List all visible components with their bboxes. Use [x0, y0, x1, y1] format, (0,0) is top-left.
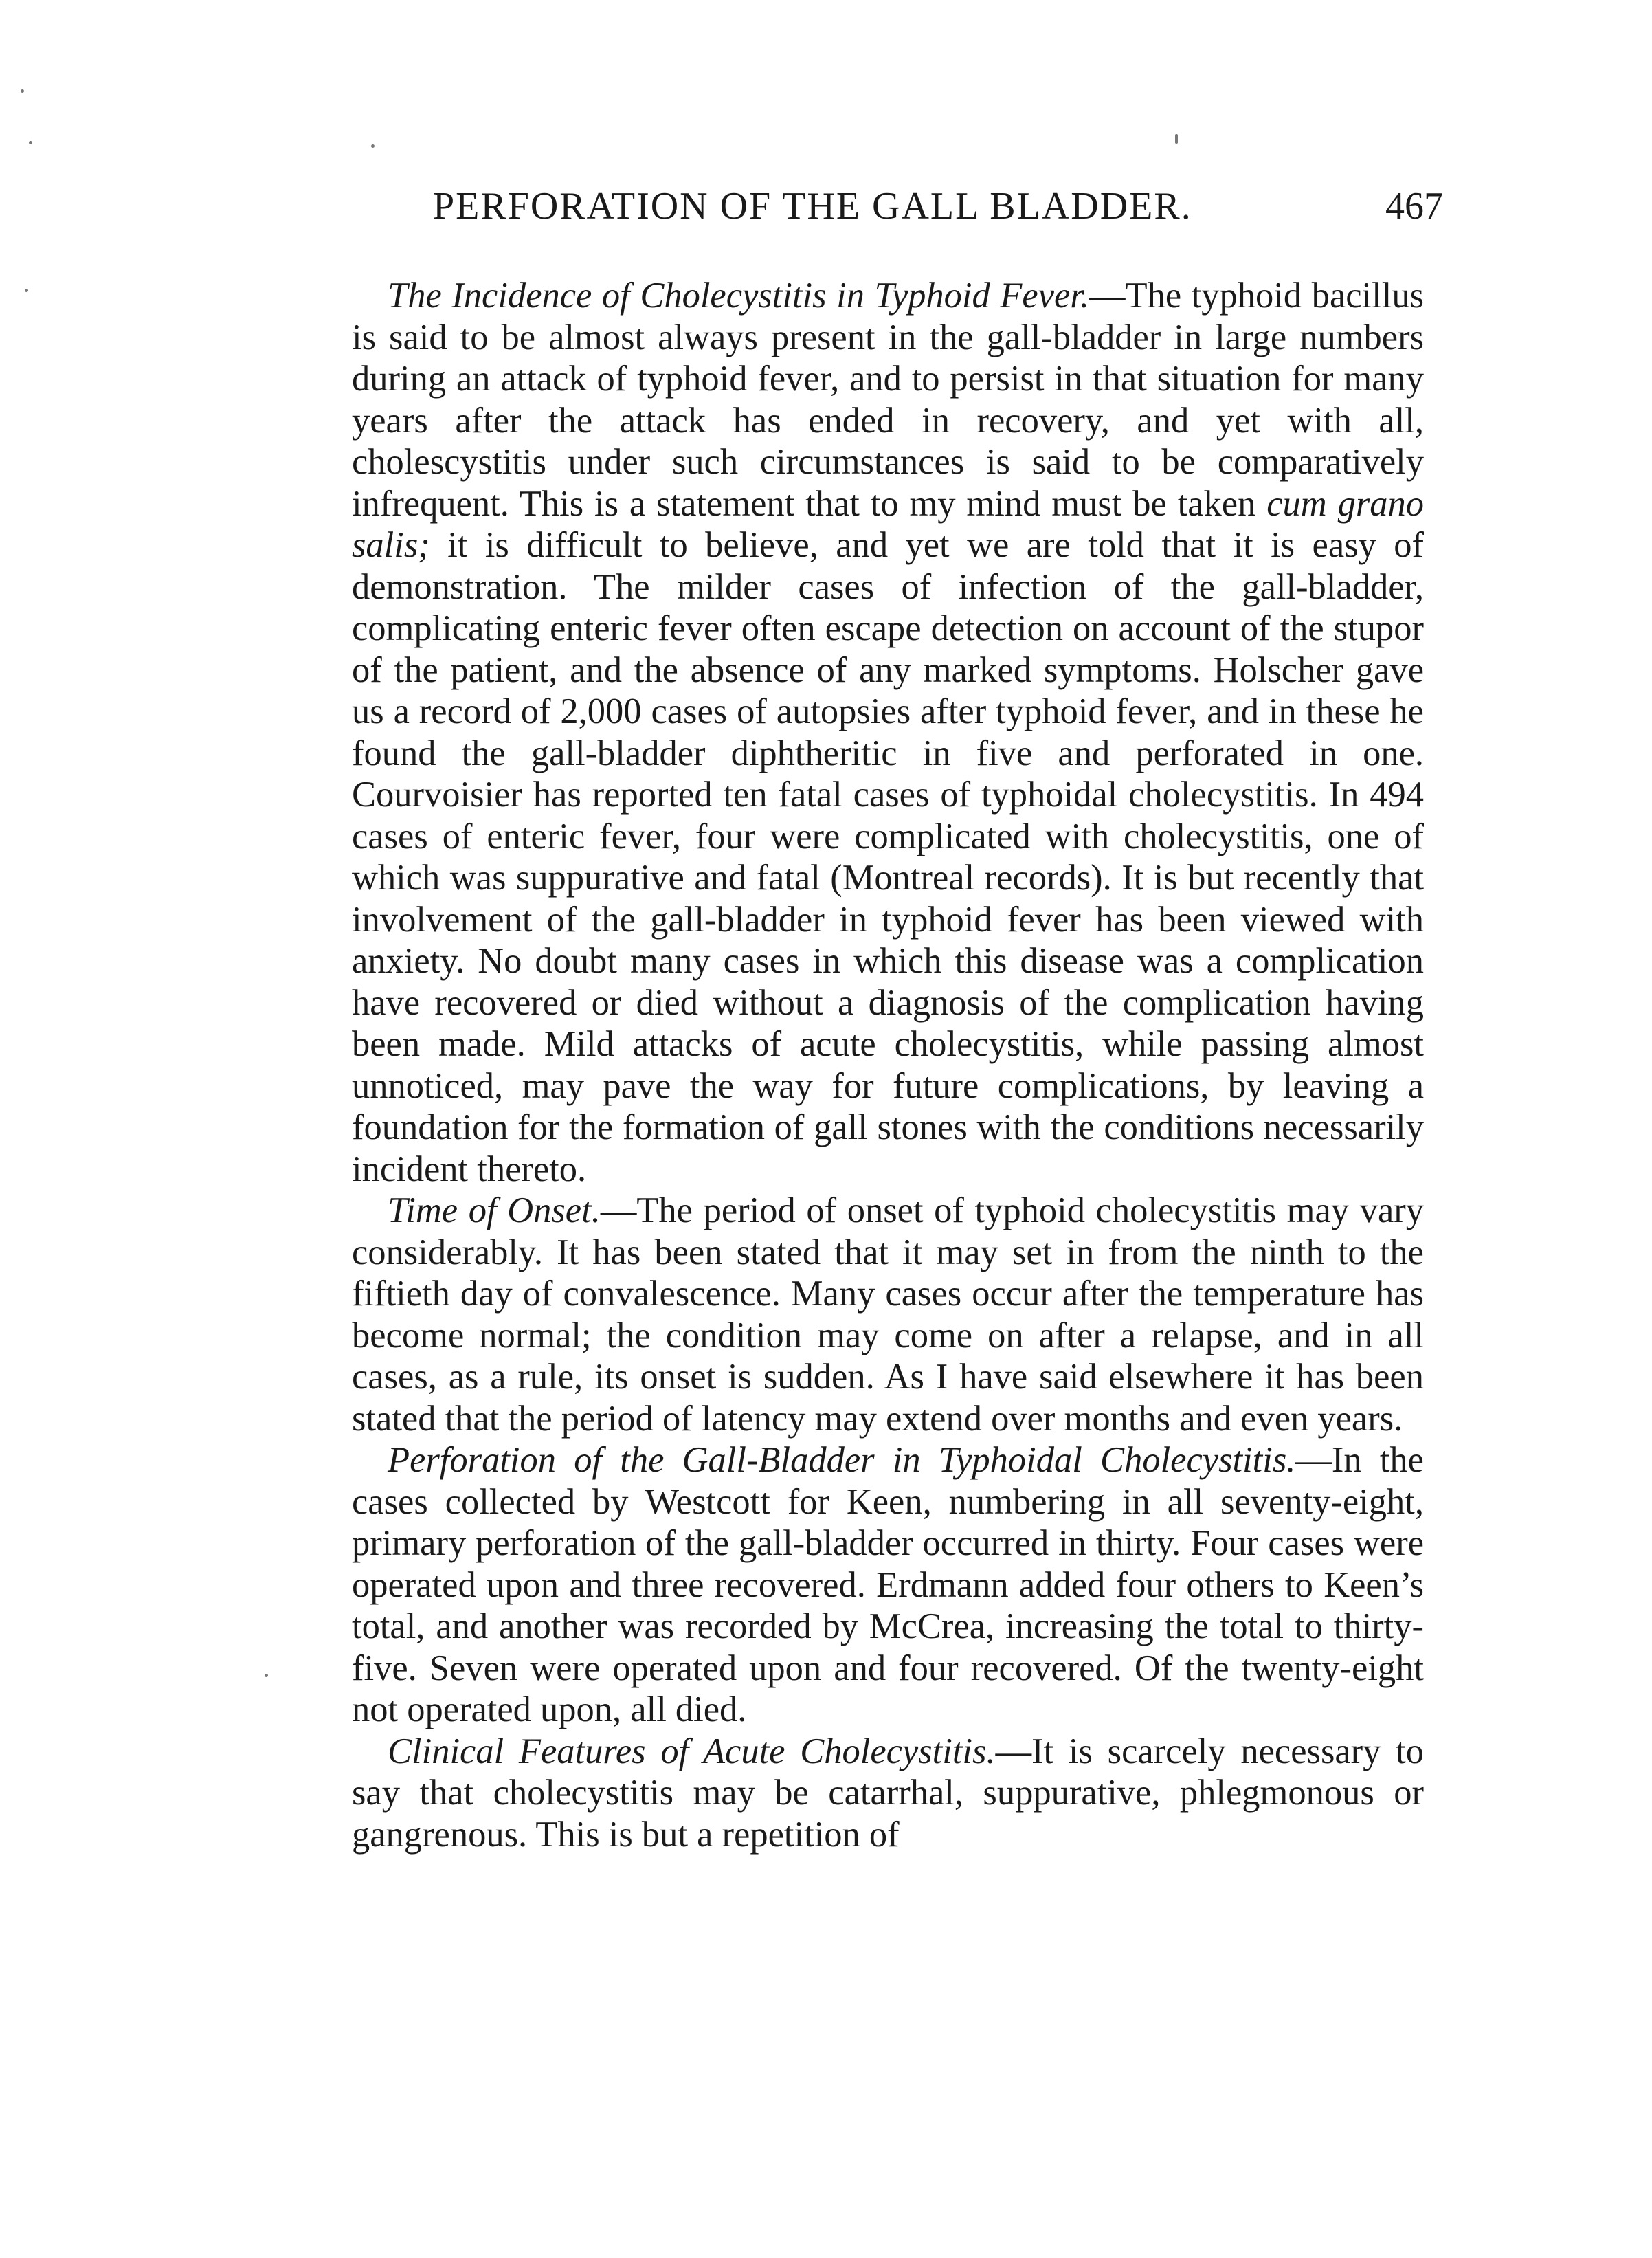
paragraph-incidence [352, 275, 1424, 1190]
section-heading: The Incidence of Cholecystitis in Typhoid Fever. [388, 276, 1090, 316]
scan-speck [25, 289, 28, 292]
body-text [352, 275, 1424, 1855]
paragraph-clinical-features [352, 1731, 1424, 1856]
paragraph-time-of-onset [352, 1190, 1424, 1439]
page-header [433, 184, 1443, 239]
paragraph-text: —The period of onset of typhoid cholecystitis may vary considerably. It has been stated that it may set in from the ninth to the fiftieth day of convalescence. Many cases occur after the temperature has become normal; the condition may come on after a relapse, and in all cases, as a rule, its onset is sudden. As I have said elsewhere it has been stated that the period of latency may extend over months and even years. [352, 1191, 1424, 1439]
scan-speck [265, 1674, 268, 1677]
running-head: PERFORATION OF THE GALL BLADDER. [433, 185, 1192, 228]
scan-speck [29, 141, 32, 144]
scan-speck [1175, 134, 1178, 144]
paragraph-text: —It is scarcely necessary to say that cholecystitis may be catarrhal, suppurative, phlegmonous or gangrenous. This is but a repetition of [352, 1731, 1425, 1855]
scan-speck [371, 144, 375, 148]
section-heading: Time of Onset. [388, 1191, 601, 1230]
section-heading: Perforation of the Gall-Bladder in Typhoidal Cholecystitis. [388, 1440, 1296, 1480]
paragraph-text: —The typhoid bacillus is said to be almost always present in the gall-bladder in large numbers during an attack of typhoid fever, and to persist in that situation for many years after the attack has ended in recovery, and yet with all, cholescystitis under such circumstances is said to be comparatively infrequent. This is a statement that to my mind must be taken [352, 276, 1424, 524]
page-number: 467 [1385, 185, 1443, 228]
latin-phrase: cum grano salis; [352, 483, 1424, 565]
paragraph-text: it is difficult to believe, and yet we are told that it is easy of demonstration. The milder cases of infection of the gall-bladder, complicating enteric fever often escape detection on account of the stupor of the patient, and the absence of any marked symptoms. Holscher gave us a record of 2,000 cases of autopsies after typhoid fever, and in these he found the gall-bladder diphtheritic in five and perforated in one. Courvoisier has reported ten fatal cases of typhoidal cholecystitis. In 494 cases of enteric fever, four were complicated with cholecystitis, one of which was suppurative and fatal (Montreal records). It is but recently that involvement of the gall-bladder in typhoid fever has been viewed with anxiety. No doubt many cases in which this disease was a complication have recovered or died without a diagnosis of the complication having been made. Mild attacks of acute cholecystitis, while passing almost unnoticed, may pave the way for future complications, by leaving a foundation for the formation of gall stones with the conditions necessarily incident thereto. [352, 525, 1424, 1189]
section-heading: Clinical Features of Acute Cholecystitis. [388, 1731, 996, 1771]
paragraph-text: —In the cases collected by Westcott for Keen, numbering in all seventy-eight, primary perforation of the gall-bladder occurred in thirty. Four cases were operated upon and three recovered. Erdmann added four others to Keen’s total, and another was recorded by McCrea, increasing the total to thirty-five. Seven were operated upon and four recovered. Of the twenty-eight not operated upon, all died. [352, 1440, 1424, 1729]
scan-speck [21, 89, 24, 93]
paragraph-perforation [352, 1439, 1424, 1731]
